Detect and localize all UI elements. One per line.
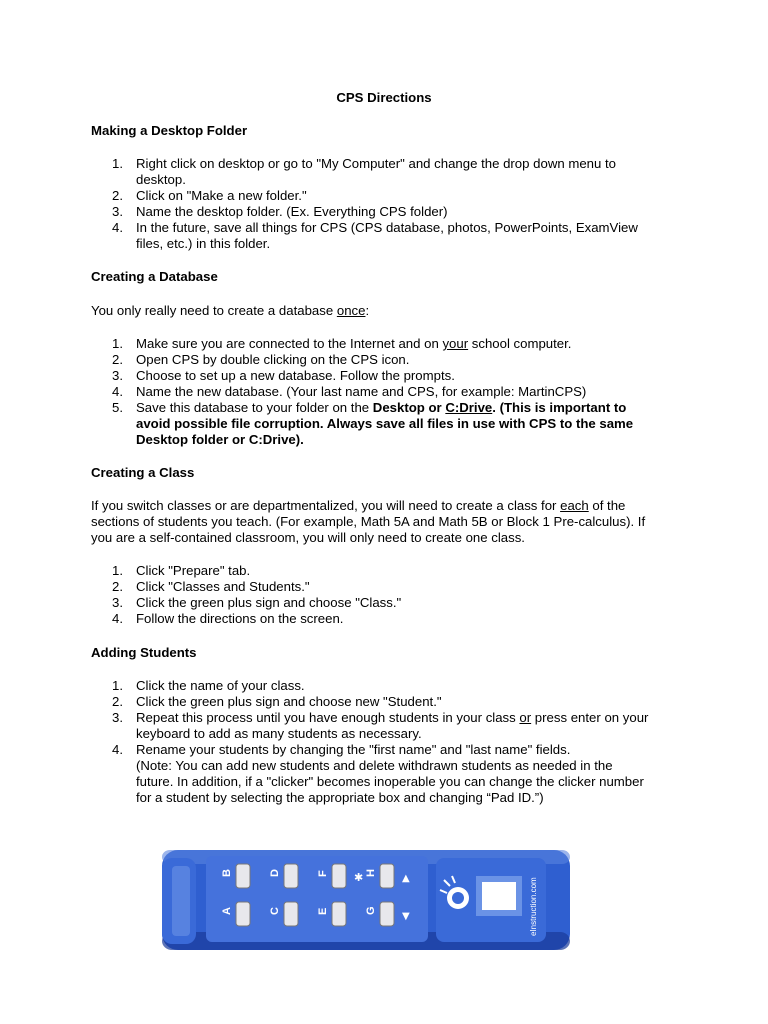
list-item: 3. Name the desktop folder. (Ex. Everything CPS folder) bbox=[112, 204, 448, 219]
list-item: 1. Make sure you are connected to the Internet and on your school computer. bbox=[112, 336, 572, 351]
list-item: 2. Click the green plus sign and choose new "Student." bbox=[112, 694, 442, 709]
list-item: 2. Open CPS by double clicking on the CPS icon. bbox=[112, 352, 410, 367]
heading-creating-database: Creating a Database bbox=[91, 269, 218, 284]
svg-text:E: E bbox=[317, 907, 329, 915]
list-item: 2. Click on "Make a new folder." bbox=[112, 188, 307, 203]
heading-making-desktop-folder: Making a Desktop Folder bbox=[91, 123, 248, 138]
heading-adding-students: Adding Students bbox=[91, 645, 197, 660]
svg-text:D: D bbox=[269, 869, 281, 877]
list-creating-database bbox=[91, 336, 691, 448]
list-item: 4. Follow the directions on the screen. bbox=[112, 611, 344, 626]
list-item: 3. Choose to set up a new database. Follow the prompts. bbox=[112, 368, 455, 383]
list-item: 5. Save this database to your folder on the Desktop or C:Drive. (This is important to avoid possible file corruption. Always save all files in use with CPS to the same Desktop folder or C:Drive). bbox=[112, 400, 634, 447]
list-item: 4. Name the new database. (Your last name and CPS, for example: MartinCPS) bbox=[112, 384, 587, 399]
svg-text:B: B bbox=[221, 869, 233, 877]
svg-text:A: A bbox=[221, 907, 233, 915]
svg-text:C: C bbox=[269, 907, 281, 915]
list-item: 1. Right click on desktop or go to "My Computer" and change the drop down menu to desktop. bbox=[112, 156, 616, 187]
arrow-down-icon: ▼ bbox=[402, 911, 410, 922]
arrow-up-icon: ▲ bbox=[402, 873, 410, 884]
database-intro: You only really need to create a database once: bbox=[91, 303, 370, 318]
list-item: 1. Click the name of your class. bbox=[112, 678, 305, 693]
list-creating-class bbox=[91, 563, 691, 627]
list-item: 4. Rename your students by changing the "first name" and "last name" fields. (Note: You can add new students and delete withdrawn students as needed in the future. In addition, if a "clicker" becomes inoperable you can change the clicker number for a student by selecting the appropriate box and changing “Pad ID.”) bbox=[112, 742, 644, 805]
list-item: 1. Click "Prepare" tab. bbox=[112, 563, 251, 578]
svg-text:F: F bbox=[317, 870, 329, 877]
list-adding-students bbox=[91, 678, 691, 806]
brand-text: eInstruction.com bbox=[529, 877, 538, 936]
document-title: CPS Directions bbox=[336, 90, 432, 105]
clicker-remote-image bbox=[158, 836, 576, 963]
list-item: 3. Repeat this process until you have enough students in your class or press enter on your keyboard to add as many students as necessary. bbox=[112, 710, 649, 741]
heading-creating-class: Creating a Class bbox=[91, 465, 195, 480]
class-intro: If you switch classes or are departmentalized, you will need to create a class for each of the sections of students you teach. (For example, Math 5A and Math 5B or Block 1 Pre-calculus). If you are a self-contained classroom, you will only need to create one class. bbox=[91, 498, 646, 545]
list-item: 3. Click the green plus sign and choose "Class." bbox=[112, 595, 402, 610]
svg-text:H: H bbox=[365, 869, 377, 877]
list-making-desktop-folder bbox=[91, 156, 691, 252]
asterisk-icon: ✱ bbox=[354, 871, 364, 884]
svg-text:G: G bbox=[365, 906, 377, 915]
list-item: 2. Click "Classes and Students." bbox=[112, 579, 310, 594]
list-item: 4. In the future, save all things for CPS (CPS database, photos, PowerPoints, ExamView files, etc.) in this folder. bbox=[112, 220, 638, 251]
